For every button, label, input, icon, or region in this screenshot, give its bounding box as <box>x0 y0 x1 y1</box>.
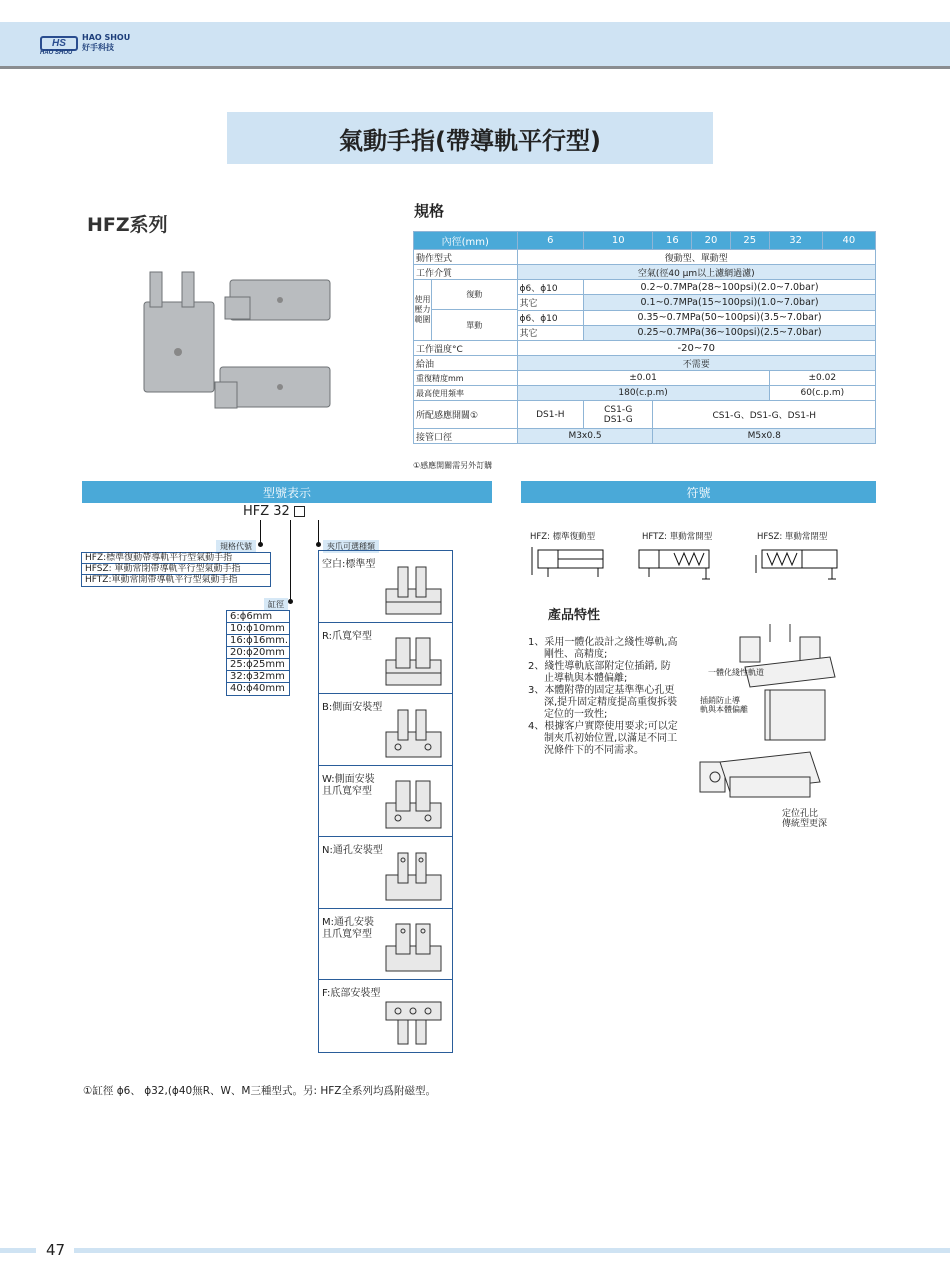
jaw-option: 空白:標準型 <box>319 551 452 623</box>
spec-label: 最高使用頻率 <box>414 386 518 401</box>
spec-head-10: 10 <box>584 232 653 250</box>
jaw-option: R:爪寬窄型 <box>319 623 452 695</box>
code-list <box>81 552 271 587</box>
bore-item: 32:ϕ32mm <box>227 671 289 683</box>
series-name: HFZ系列 <box>87 214 168 236</box>
jaw-list <box>318 550 453 1053</box>
spec-title: 規格 <box>414 202 445 220</box>
spec-label: 給油 <box>414 356 518 371</box>
spec-label: 動作型式 <box>414 250 518 265</box>
spec-label: 其它 <box>517 295 583 310</box>
gripper-icon <box>378 635 448 690</box>
gripper-icon <box>378 778 448 833</box>
symbol-label-hfsz: HFSZ: 單動常閉型 <box>757 532 828 542</box>
leader-dot <box>316 542 321 547</box>
footer-rule-left <box>0 1248 36 1253</box>
gripper-icon <box>378 707 448 762</box>
spec-label: 所配感應開關① <box>414 401 518 429</box>
gripper-icon <box>378 921 448 976</box>
spec-value: 復動型、單動型 <box>517 250 875 265</box>
features-list <box>528 637 678 757</box>
spec-value: 空氣(徑40 μm以上濾網過濾) <box>517 265 875 280</box>
code-item: HFSZ: 單動常閉帶導軌平行型氣動手指 <box>82 564 270 575</box>
spec-value: 60(c.p.m) <box>769 386 875 401</box>
callout-pin: 插銷防止導 軌與本體偏離 <box>700 696 748 714</box>
callout-hole: 定位孔比 傳統型更深 <box>782 809 828 829</box>
header-band <box>0 22 950 66</box>
bore-list <box>226 610 290 696</box>
spec-value: CS1-G DS1-G <box>584 401 653 429</box>
spec-value: ±0.02 <box>769 371 875 386</box>
bore-item: 20:ϕ20mm <box>227 647 289 659</box>
logo-subtext: HAO SHOU <box>40 50 73 56</box>
bore-item: 10:ϕ10mm <box>227 623 289 635</box>
symbol-section-bar: 符號 <box>521 481 876 503</box>
spec-label: ϕ6、ϕ10 <box>517 280 583 295</box>
spec-value: 180(c.p.m) <box>517 386 769 401</box>
spec-label: 接管口徑 <box>414 429 518 444</box>
logo-chinese: 好手科技 <box>82 43 114 52</box>
exploded-view-drawing <box>690 622 840 822</box>
gripper-icon <box>378 850 448 905</box>
spec-value: 0.25~0.7MPa(36~100psi)(2.5~7.0bar) <box>584 325 876 340</box>
jaw-option: F:底部安裝型 <box>319 980 452 1052</box>
bore-item: 25:ϕ25mm <box>227 659 289 671</box>
symbol-label-hftz: HFTZ: 單動常開型 <box>642 532 713 542</box>
code-tag: 規格代號 <box>216 540 256 553</box>
spec-label: 工作介質 <box>414 265 518 280</box>
jaw-option: M:通孔安裝 且爪寬窄型 <box>319 909 452 981</box>
leader-dot <box>258 542 263 547</box>
spec-label: 工作溫度°C <box>414 341 518 356</box>
page-number: 47 <box>46 1241 66 1259</box>
spec-value: ±0.01 <box>517 371 769 386</box>
bore-tag: 缸徑 <box>264 598 288 611</box>
spec-value: CS1-G、DS1-G、DS1-H <box>653 401 876 429</box>
feature-item: 2、綫性導軌底部附定位插銷, 防止導軌與本體偏離; <box>528 661 671 684</box>
spec-head-bore: 內徑(mm) <box>414 232 518 250</box>
features-title: 產品特性 <box>548 608 601 623</box>
code-item: HFZ:標準復動帶導軌平行型氣動手指 <box>82 553 270 564</box>
bore-item: 40:ϕ40mm <box>230 683 285 694</box>
spec-value: DS1-H <box>517 401 583 429</box>
spec-value: M3x0.5 <box>517 429 653 444</box>
bore-item: 6:ϕ6mm <box>227 611 289 623</box>
jaw-option: N:通孔安裝型 <box>319 837 452 909</box>
logo-english: HAO SHOU <box>82 33 131 42</box>
feature-item: 1、采用一體化設計之綫性導軌,高剛性、高精度; <box>528 637 678 660</box>
symbol-single-open <box>634 545 714 585</box>
model-section-bar: 型號表示 <box>82 481 492 503</box>
footnote: ①缸徑 ϕ6、 ϕ32,(ϕ40無R、W、M三種型式。另: HFZ全系列均爲附磁型。 <box>83 1085 436 1097</box>
spec-note: ①感應開關需另外訂購 <box>413 461 493 470</box>
pressure-group-cell <box>414 280 518 341</box>
feature-item: 3、本體附帶的固定基準準心孔更深,提升固定精度提高重復拆裝定位的一致性; <box>528 685 678 720</box>
leader-dot <box>288 599 293 604</box>
spec-head-6: 6 <box>517 232 583 250</box>
jaw-option: W:側面安裝 且爪寬窄型 <box>319 766 452 838</box>
spec-value: 0.1~0.7MPa(15~100psi)(1.0~7.0bar) <box>584 295 876 310</box>
symbol-double-acting <box>528 545 608 581</box>
model-code: HFZ 32 <box>243 504 305 519</box>
spec-head-20: 20 <box>692 232 731 250</box>
feature-item: 4、根據客户實際使用要求;可以定制夾爪初始位置,以滿足不同工況條件下的不同需求。 <box>528 721 678 756</box>
spec-value: 0.35~0.7MPa(50~100psi)(3.5~7.0bar) <box>584 310 876 325</box>
gripper-icon <box>378 994 448 1049</box>
double-acting-label: 復動 <box>432 280 517 310</box>
jaw-tag: 夾爪可選種類 <box>323 540 379 553</box>
symbol-single-closed <box>752 545 842 585</box>
spec-head-40: 40 <box>822 232 875 250</box>
logo-badge: HS <box>40 36 78 51</box>
model-code-box <box>294 506 305 517</box>
spec-table <box>413 231 876 444</box>
symbol-label-hfz: HFZ: 標準復動型 <box>530 532 596 542</box>
spec-label: 重復精度mm <box>414 371 518 386</box>
spec-value: 0.2~0.7MPa(28~100psi)(2.0~7.0bar) <box>584 280 876 295</box>
header-rule <box>0 66 950 69</box>
spec-head-16: 16 <box>653 232 692 250</box>
pressure-group-label: 使用壓力範圍 <box>414 280 432 340</box>
code-item: HFTZ:單動常開帶導軌平行型氣動手指 <box>85 575 238 585</box>
bore-item: 16:ϕ16mm. <box>227 635 289 647</box>
spec-value: 不需要 <box>517 356 875 371</box>
gripper-icon <box>378 564 448 619</box>
product-photo <box>130 262 350 422</box>
spec-value: -20~70 <box>517 341 875 356</box>
spec-head-25: 25 <box>730 232 769 250</box>
spec-label: ϕ6、ϕ10 <box>517 310 583 325</box>
jaw-option: B:側面安裝型 <box>319 694 452 766</box>
footer-rule-right <box>74 1248 950 1253</box>
single-acting-label: 單動 <box>466 320 483 330</box>
leader-line <box>290 520 291 602</box>
spec-label: 其它 <box>517 325 583 340</box>
spec-value: M5x0.8 <box>653 429 876 444</box>
spec-head-32: 32 <box>769 232 822 250</box>
page-title: 氣動手指(帶導軌平行型) <box>227 112 713 164</box>
callout-rail: 一體化綫性軌道 <box>708 668 764 677</box>
